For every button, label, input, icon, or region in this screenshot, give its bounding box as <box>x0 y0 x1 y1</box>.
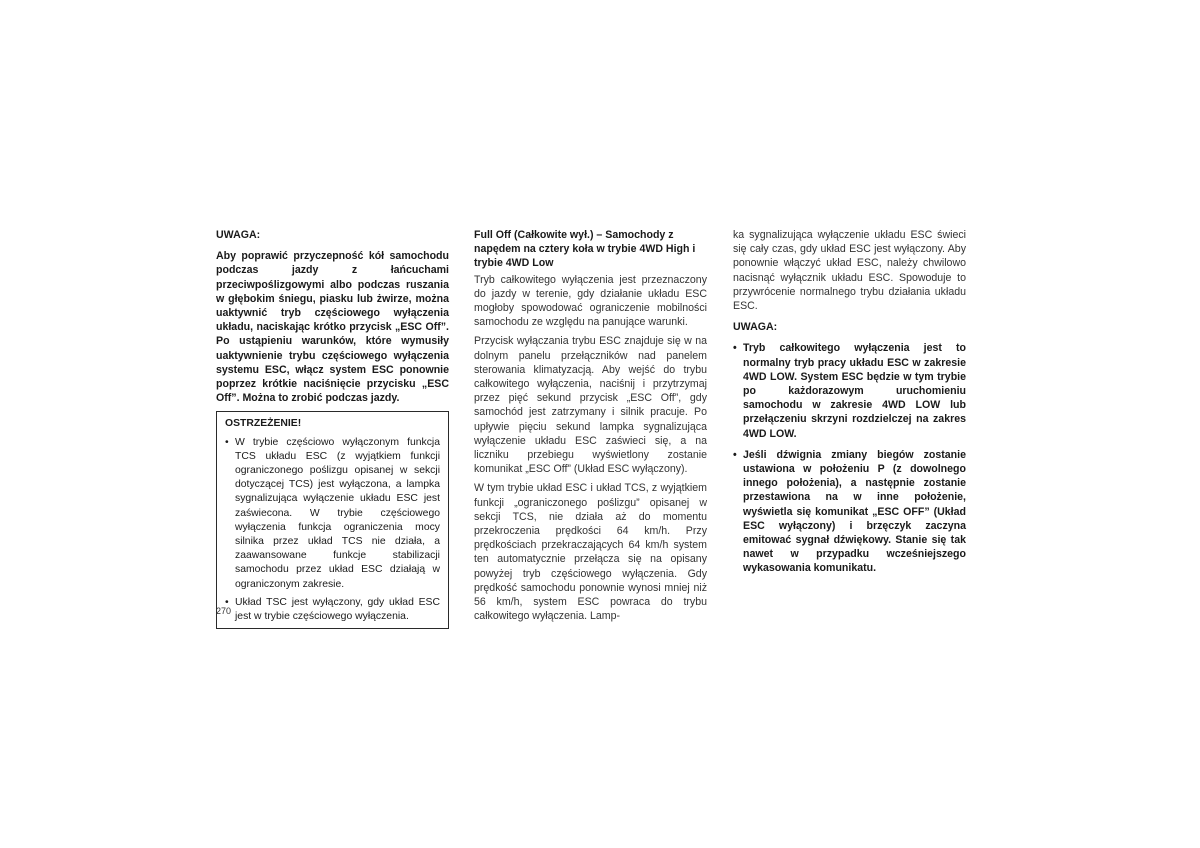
note-text: Aby poprawić przyczepność kół samochodu podczas jazdy z łańcuchami przeciwpoślizgowymi albo podczas ruszania w głębokim śniegu, piasku lub żwirze, można uaktywnić tryb częściowego wyłączenia układu, naciskając krótko przycisk „ESC Off”. Po ustąpieniu warunków, które wymusiły uaktywnienie trybu częściowego wyłączenia systemu ESC, włącz system ESC ponownie poprzez krótkie naciśnięcie przycisku „ESC Off”. Można to zrobić podczas jazdy. <box>216 250 449 405</box>
paragraph-continuation: ka sygnalizująca wyłączenie układu ESC świeci się cały czas, gdy układ ESC jest wyłączony. Aby ponownie włączyć układ ESC, należy chwilowo nacisnąć wyłącznik układu ESC. Spowoduje to przywrócenie normalnego trybu działania układu ESC. <box>733 229 966 313</box>
page-number: 270 <box>216 606 232 616</box>
warning-box <box>216 411 449 629</box>
section-heading: Full Off (Całkowite wył.) – Samochody z napędem na cztery koła w trybie 4WD High i trybie 4WD Low <box>474 229 696 270</box>
note-item: • Jeśli dźwignia zmiany biegów zostanie ustawiona w położeniu P (z dowolnego innego położenia), a następnie zostanie przestawiona na w inne położenie, wyświetla się komunikat „ESC OFF” (Układ ESC wyłączony) i brzęczyk zaczyna emitować sygnał dźwiękowy. Stanie się tak nawet w przypadku wcześniejszego wykasowania komunikatu. <box>733 448 966 575</box>
column-right <box>733 228 966 576</box>
paragraph: Tryb całkowitego wyłączenia jest przeznaczony do jazdy w terenie, gdy działanie układu ESC mogłoby spowodować ograniczenie mobilności samochodu ze względu na panujące warunki. <box>474 273 707 329</box>
warning-item: • W trybie częściowo wyłączonym funkcja TCS układu ESC (z wyjątkiem funkcji ograniczonego poślizgu opisanej w sekcji dotyczącej TCS) jest wyłączona, a lampka sygnalizująca wyłączenie układu ESC jest zaświecona. W trybie częściowego wyłączenia funkcja ograniczenia mocy silnika przez układ TCS nie działa, a zaawansowane funkcje stabilizacji samochodu przez układ ESC działają w ograniczonym zakresie. <box>225 436 440 590</box>
bullet-icon: • <box>225 436 229 448</box>
bullet-icon: • <box>225 596 229 608</box>
column-left <box>216 228 449 629</box>
bullet-icon: • <box>733 448 737 461</box>
bullet-icon: • <box>733 342 737 355</box>
column-middle <box>474 228 707 623</box>
warning-title: OSTRZEŻENIE! <box>225 418 302 430</box>
warning-item: • Układ TSC jest wyłączony, gdy układ ESC jest w trybie częściowego wyłączenia. <box>225 596 440 623</box>
paragraph: Przycisk wyłączania trybu ESC znajduje się w na dolnym panelu przełączników nad panelem sterowania klimatyzacją. Aby wejść do trybu całkowitego wyłączenia, naciśnij i przytrzymaj przez pięć sekund przycisk „ESC Off”, gdy samochód jest zatrzymany i silnik pracuje. Po upływie pięciu sekund lampka sygnalizująca wyłączenie układu ESC zaświeci się, a na liczniku przebiegu wyświetlony zostanie komunikat „ESC Off” (Układ ESC wyłączony). <box>474 335 707 476</box>
note-item: • Tryb całkowitego wyłączenia jest to normalny tryb pracy układu ESC w zakresie 4WD LOW. System ESC będzie w tym trybie po każdorazowym uruchomieniu samochodu w zakresie 4WD LOW lub przełączeniu skrzyni rozdzielczej na zakres 4WD LOW. <box>733 342 966 440</box>
note-title: UWAGA: <box>216 229 261 241</box>
note-title: UWAGA: <box>733 321 778 334</box>
paragraph: W tym trybie układ ESC i układ TCS, z wyjątkiem funkcji „ograniczonego poślizgu” opisanej w sekcji TCS, nie działa aż do momentu przekroczenia prędkości 64 km/h. Przy prędkościach przekraczających 64 km/h system ten automatycznie przełącza się na opisany powyżej tryb częściowego wyłączenia. Gdy prędkość samochodu ponownie wynosi mniej niż 56 km/h, system ESC powraca do trybu całkowitego wyłączenia. Lamp- <box>474 482 707 623</box>
